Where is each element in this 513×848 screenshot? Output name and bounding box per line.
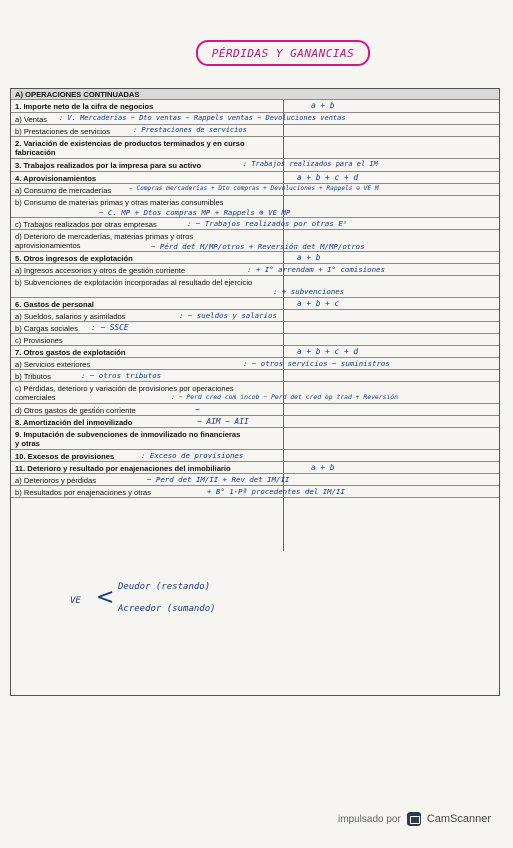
brace-glyph: < — [96, 585, 115, 610]
table-row — [11, 462, 499, 474]
pyg-table — [10, 88, 500, 696]
row-label: a) Consumo de mercaderías — [15, 186, 112, 195]
row-note: − Pérd det M/MP/otros + Reversión det M/MP/otros — [151, 242, 365, 251]
row-note: : − otros tributos — [81, 371, 162, 380]
row-label: 7. Otros gastos de explotación — [15, 348, 126, 357]
table-row — [11, 346, 499, 358]
row-note: : Exceso de provisiones — [141, 451, 244, 460]
table-row — [11, 486, 499, 498]
row-label: 9. Imputación de subvenciones de inmovilizado no financieras y otras — [15, 430, 241, 448]
row-note: : V. Mercaderías − Dto ventas − Rappels ventas − Devoluciones ventas — [59, 114, 346, 122]
table-row — [11, 196, 499, 218]
table-row — [11, 416, 499, 428]
camscanner-icon — [407, 812, 421, 826]
row-label: 1. Importe neto de la cifra de negocios — [15, 102, 154, 111]
powered-by-text: impulsado por — [338, 813, 401, 825]
table-row — [11, 370, 499, 382]
row-label: c) Pérdidas, deterioro y variación de provisiones por operaciones comerciales — [15, 384, 234, 402]
row-label: d) Otros gastos de gestión corriente — [15, 406, 136, 415]
ve-note: VE — [70, 596, 81, 606]
table-row — [11, 276, 499, 298]
row-label: b) Cargas sociales — [15, 324, 78, 333]
row-note: : − Trabajos realizados por otras Eˢ — [187, 219, 348, 228]
table-row — [11, 172, 499, 184]
row-note: : + subvenciones — [273, 287, 345, 296]
row-label: 6. Gastos de personal — [15, 300, 94, 309]
scanner-footer — [338, 812, 491, 826]
row-label: a) Ingresos accesorios y otros de gestión corriente — [15, 266, 186, 275]
row-note: : − Perd cred com incob − Perd det cred op trad + Reversión — [171, 393, 399, 401]
page-title: PÉRDIDAS Y GANANCIAS — [211, 46, 355, 60]
row-note: : − sueldos y salarios — [179, 311, 277, 320]
table-row — [11, 230, 499, 252]
row-note: a + b + c — [297, 299, 340, 308]
row-label: d) Deterioro de mercaderías, materias primas y otros aprovisionamientos — [15, 232, 194, 250]
table-row — [11, 113, 499, 125]
row-label: b) Consumo de materias primas y otras materias consumibles — [15, 198, 224, 207]
table-row — [11, 264, 499, 276]
table-row — [11, 100, 499, 113]
row-label: c) Provisiones — [15, 336, 63, 345]
table-row — [11, 159, 499, 172]
deudor-note: Deudor (restando) — [118, 582, 211, 592]
row-label: a) Sueldos, salarios y asimilados — [15, 312, 126, 321]
row-note: : Prestaciones de servicios — [133, 126, 247, 134]
table-row — [11, 382, 499, 404]
table-row — [11, 450, 499, 462]
row-label: 2. Variación de existencias de productos terminados y en curso fabricación — [15, 139, 245, 157]
row-note: + B° 1-Pª procedentes del IM/II — [207, 487, 345, 496]
row-label: 11. Deterioro y resultado por enajenaciones del inmobiliario — [15, 464, 231, 473]
row-label: b) Subvenciones de explotación incorporadas al resultado del ejercicio — [15, 278, 253, 287]
table-row — [11, 428, 499, 450]
row-note: − C. MP + Dtos compras MP + Rappels ⊕ VE MP — [99, 208, 291, 217]
row-label: A) OPERACIONES CONTINUADAS — [15, 90, 140, 99]
brand-name: CamScanner — [426, 813, 492, 825]
row-label: a) Ventas — [15, 115, 48, 124]
table-row — [11, 218, 499, 230]
row-label: 4. Aprovisionamientos — [15, 174, 97, 183]
table-row — [11, 298, 499, 310]
table-row — [11, 137, 499, 159]
row-label: 8. Amortización del inmovilizado — [15, 418, 133, 427]
row-note: a + b — [297, 253, 321, 262]
row-note: a + b — [311, 463, 335, 472]
table-row — [11, 474, 499, 486]
table-row — [11, 125, 499, 137]
row-note: : − otros servicios − suministros — [243, 359, 390, 368]
row-note: a + b + c + d — [297, 173, 359, 182]
row-label: 5. Otros ingresos de explotación — [15, 254, 133, 263]
row-label: b) Prestaciones de servicios — [15, 127, 110, 136]
table-row — [11, 334, 499, 346]
table-row — [11, 310, 499, 322]
row-label: b) Resultados por enajenaciones y otras — [15, 488, 151, 497]
table-row — [11, 322, 499, 334]
row-note: : − SSCE — [91, 323, 129, 332]
table-row — [11, 89, 499, 100]
row-note: − Perd det IM/II + Rev det IM/II — [147, 475, 290, 484]
row-label: b) Tributos — [15, 372, 51, 381]
row-note: − Compras mercaderías + Dto compras + Devoluciones + Rappels ⊖ VE M — [129, 185, 379, 192]
row-label: a) Servicios exteriores — [15, 360, 91, 369]
row-label: 10. Excesos de provisiones — [15, 452, 115, 461]
row-note: − — [195, 405, 200, 414]
title-box — [196, 40, 370, 66]
row-note: − AIM − AII — [197, 417, 249, 426]
row-label: c) Trabajos realizados por otras empresas — [15, 220, 157, 229]
table-row — [11, 252, 499, 264]
acreedor-note: Acreedor (sumando) — [118, 604, 216, 614]
row-note: : Trabajos realizados para el IM — [243, 160, 378, 168]
row-note: : + I° arrendam + I° comisiones — [247, 265, 385, 274]
table-row — [11, 184, 499, 196]
row-note: a + b — [311, 101, 335, 110]
table-row — [11, 404, 499, 416]
row-note: a + b + c + d — [297, 347, 359, 356]
row-label: a) Deterioros y pérdidas — [15, 476, 97, 485]
table-row — [11, 358, 499, 370]
row-label: 3. Trabajos realizados por la impresa para su activo — [15, 161, 202, 170]
